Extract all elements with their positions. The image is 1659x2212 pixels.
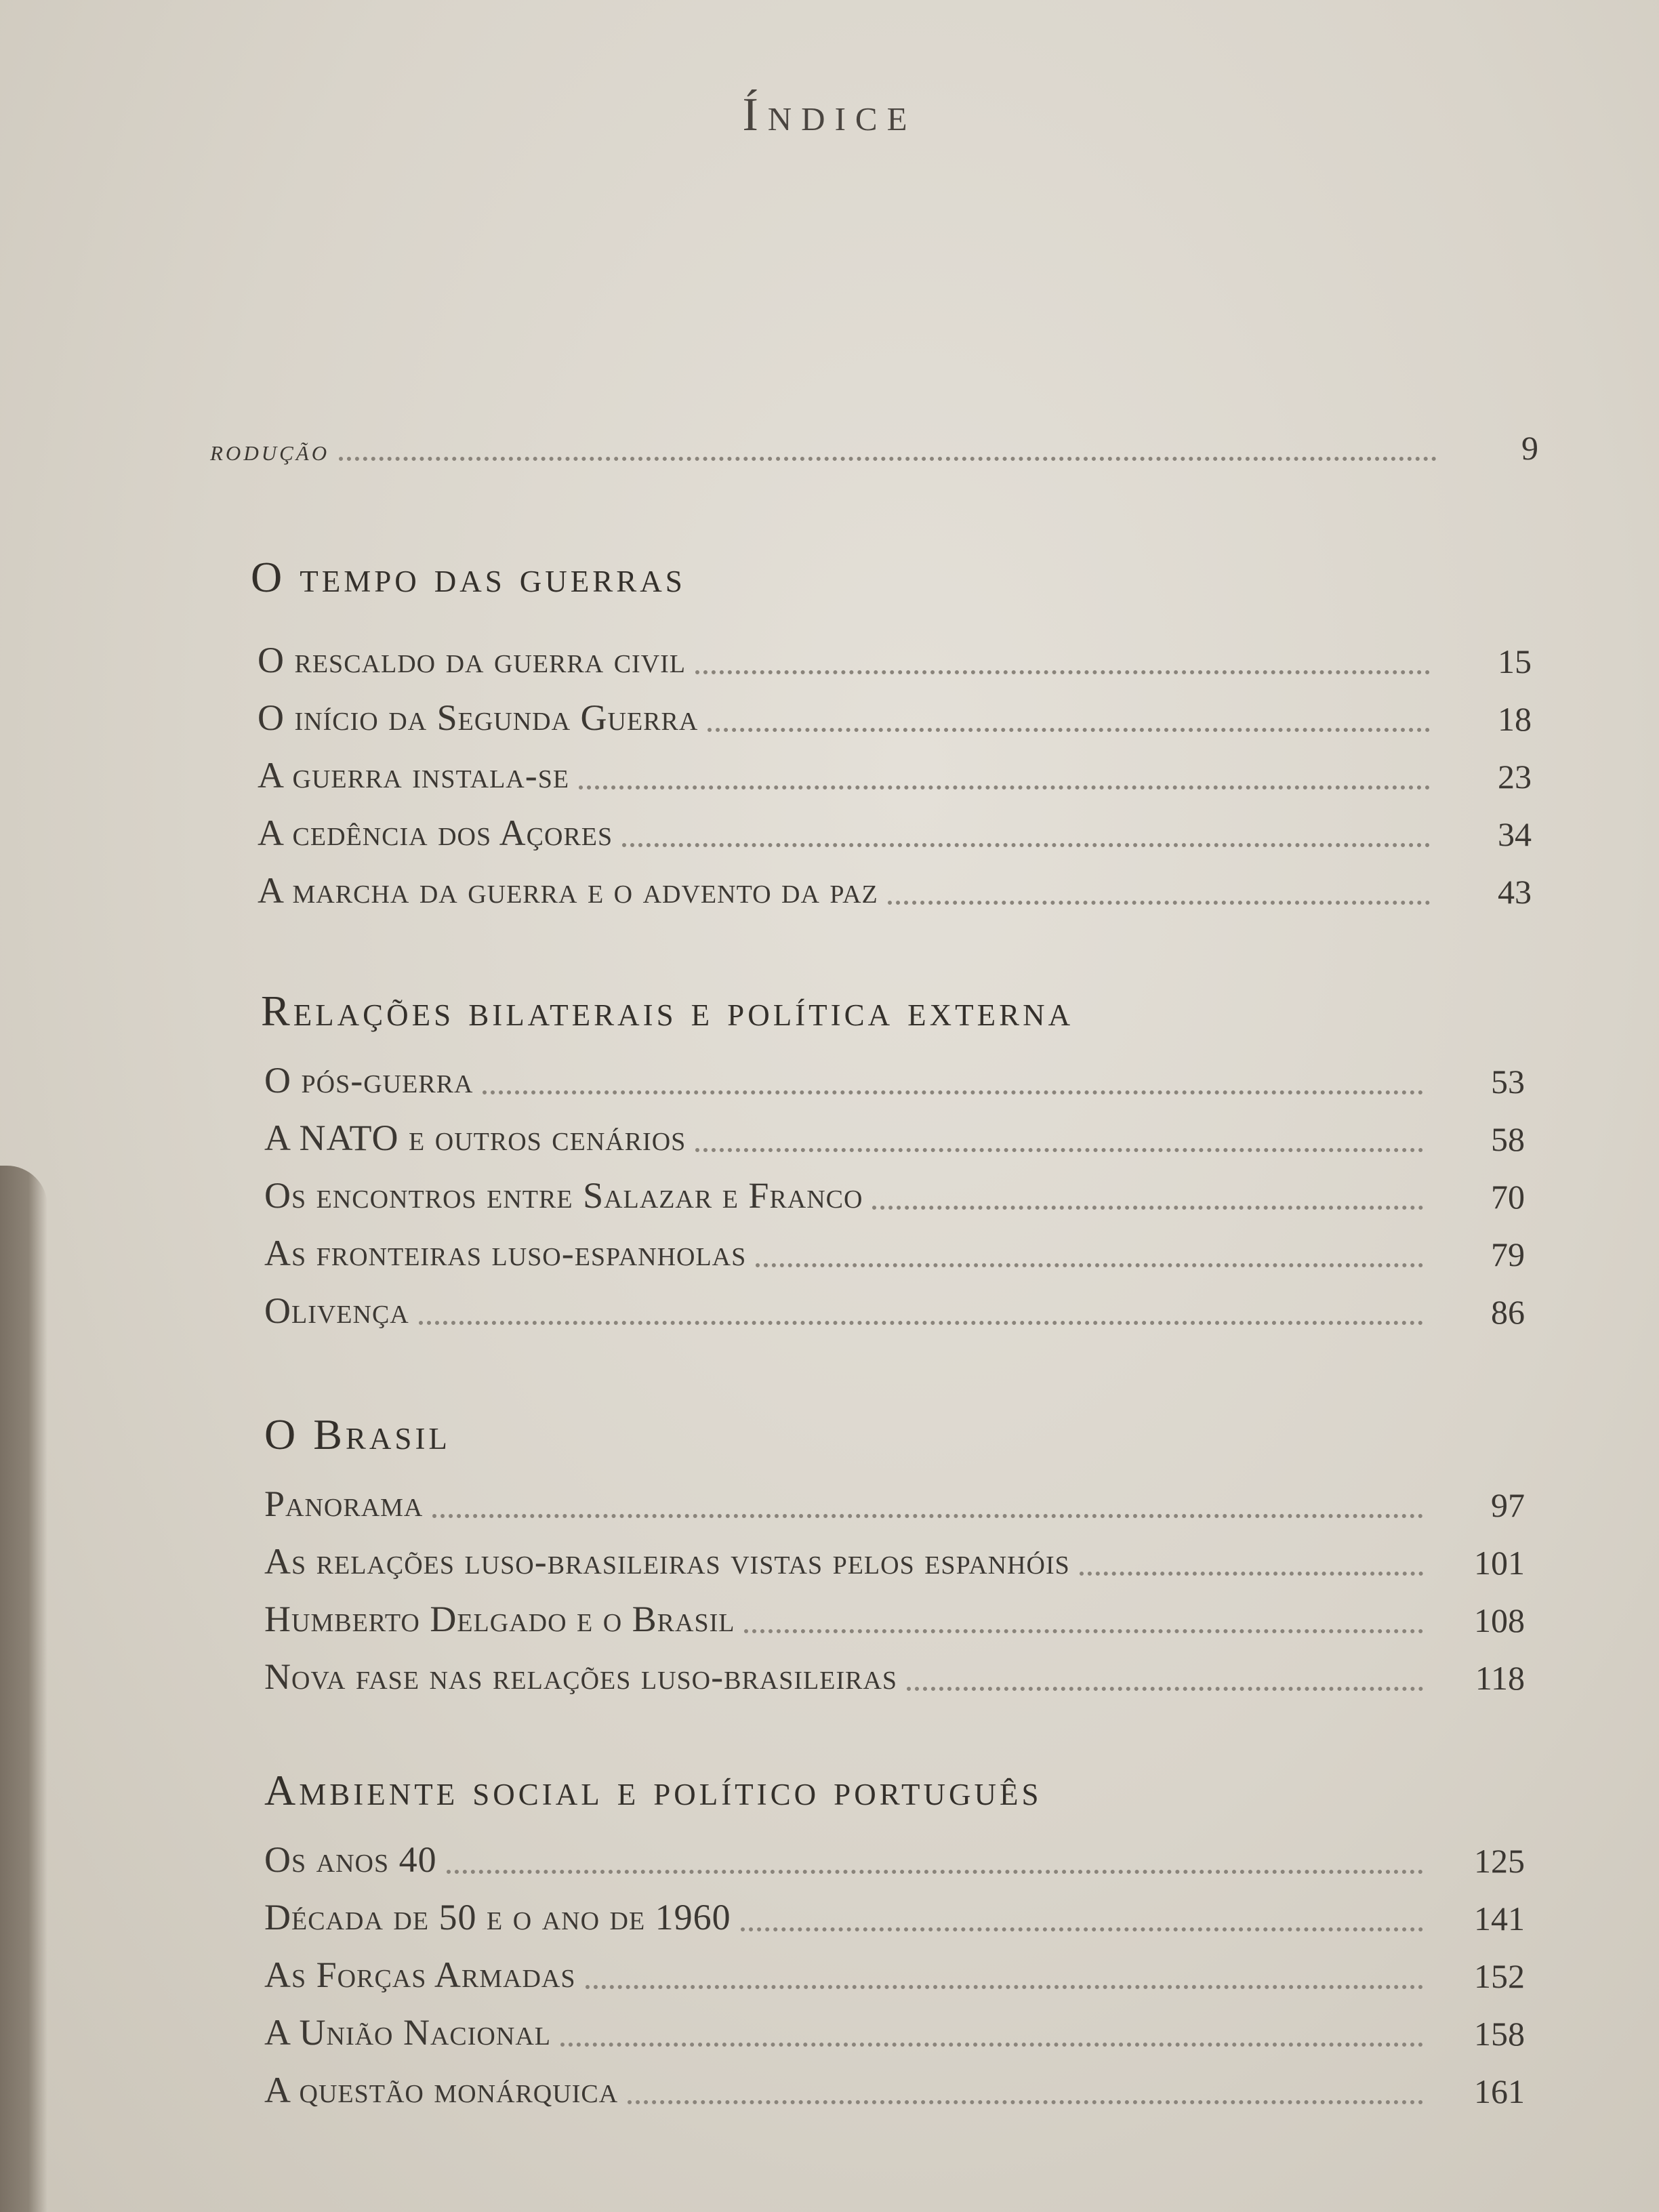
toc-entry-label: Os anos 40	[264, 1839, 437, 1880]
toc-entry-label: rodução	[210, 434, 330, 467]
toc-entry-label: O início da Segunda Guerra	[258, 697, 699, 738]
dot-leader	[432, 1514, 1423, 1518]
toc-entry	[258, 864, 1532, 912]
toc-entry	[264, 1650, 1525, 1698]
dot-leader	[560, 2043, 1423, 2047]
section-heading: Ambiente social e político português	[264, 1766, 1042, 1814]
toc-entry	[264, 1227, 1525, 1274]
toc-entry-page: 125	[1474, 1842, 1525, 1880]
toc-entry-page: 141	[1474, 1900, 1525, 1938]
toc-entry-label: Década de 50 e o ano de 1960	[264, 1897, 731, 1938]
dot-leader	[708, 728, 1430, 732]
toc-entry-intro	[210, 420, 1538, 468]
page-title: Índice	[742, 89, 917, 141]
dot-leader	[586, 1985, 1424, 1989]
toc-entry	[264, 1891, 1525, 1938]
toc-entry	[264, 1054, 1525, 1101]
dot-leader	[888, 901, 1430, 905]
toc-entry-page: 152	[1474, 1957, 1525, 1995]
toc-entry	[258, 806, 1532, 854]
toc-entry-label: A cedência dos Açores	[258, 813, 613, 853]
toc-entry-label: A questão monárquica	[264, 2070, 619, 2110]
toc-entry-page: 108	[1474, 1601, 1525, 1639]
toc-entry	[264, 2006, 1525, 2053]
toc-entry	[264, 1169, 1525, 1216]
dot-leader	[744, 1629, 1423, 1633]
toc-entry-page: 86	[1491, 1293, 1525, 1331]
toc-entry-label: O pós-guerra	[264, 1060, 474, 1101]
toc-entry	[258, 691, 1532, 739]
dot-leader	[695, 670, 1430, 674]
toc-entry-label: Nova fase nas relações luso-brasileiras	[264, 1656, 898, 1697]
toc-entry	[264, 1948, 1525, 1996]
toc-entry-label: A guerra instala-se	[258, 755, 570, 796]
toc-entry-page: 97	[1491, 1486, 1525, 1524]
dot-leader	[339, 457, 1437, 461]
toc-entry-page: 34	[1498, 815, 1532, 853]
toc-entry-label: A NATO e outros cenários	[264, 1118, 687, 1158]
dot-leader	[622, 843, 1430, 847]
dot-leader	[756, 1263, 1423, 1267]
toc-entry-page: 43	[1498, 873, 1532, 911]
toc-entry-label: As Forças Armadas	[264, 1954, 576, 1995]
toc-entry-page: 161	[1474, 2072, 1525, 2110]
section-heading: Relações bilaterais e política externa	[261, 987, 1074, 1035]
toc-entry	[264, 1593, 1525, 1640]
toc-entry-page: 118	[1475, 1659, 1525, 1697]
toc-entry-label: Olivença	[264, 1290, 409, 1331]
toc-entry	[258, 749, 1532, 796]
toc-entry	[264, 1111, 1525, 1159]
toc-entry-label: Os encontros entre Salazar e Franco	[264, 1175, 863, 1216]
toc-entry	[258, 634, 1532, 681]
dot-leader	[579, 785, 1430, 790]
toc-entry-page: 9	[1521, 429, 1538, 467]
toc-entry-page: 70	[1491, 1178, 1525, 1216]
toc-entry-page: 101	[1474, 1544, 1525, 1582]
toc-entry	[264, 2064, 1525, 2111]
toc-entry-label: Panorama	[264, 1483, 424, 1524]
dot-leader	[872, 1206, 1423, 1210]
dot-leader	[483, 1090, 1423, 1094]
dot-leader	[628, 2100, 1423, 2104]
toc-entry-label: Humberto Delgado e o Brasil	[264, 1599, 735, 1639]
section-heading: O Brasil	[264, 1410, 451, 1458]
toc-entry-label: A União Nacional	[264, 2012, 551, 2053]
dot-leader	[907, 1687, 1423, 1691]
toc-entry-page: 158	[1474, 2015, 1525, 2053]
toc-entry-label: As fronteiras luso-espanholas	[264, 1233, 747, 1273]
toc-entry-page: 23	[1498, 758, 1532, 796]
toc-entry-page: 15	[1498, 642, 1532, 680]
dot-leader	[447, 1870, 1423, 1874]
dot-leader	[695, 1148, 1423, 1152]
toc-entry-label: As relações luso-brasileiras vistas pelos espanhóis	[264, 1541, 1070, 1582]
toc-entry-label: A marcha da guerra e o advento da paz	[258, 870, 878, 911]
toc-entry-page: 79	[1491, 1235, 1525, 1273]
toc-entry-page: 58	[1491, 1120, 1525, 1158]
section-heading: O tempo das guerras	[251, 553, 686, 601]
toc-entry-label: O rescaldo da guerra civil	[258, 640, 686, 680]
dot-leader	[419, 1321, 1423, 1325]
toc-entry	[264, 1833, 1525, 1881]
dot-leader	[1080, 1572, 1423, 1576]
toc-entry	[264, 1477, 1525, 1525]
toc-entry-page: 53	[1491, 1063, 1525, 1101]
toc-entry	[264, 1535, 1525, 1582]
toc-entry-page: 18	[1498, 700, 1532, 738]
toc-entry	[264, 1284, 1525, 1332]
dot-leader	[741, 1927, 1423, 1931]
